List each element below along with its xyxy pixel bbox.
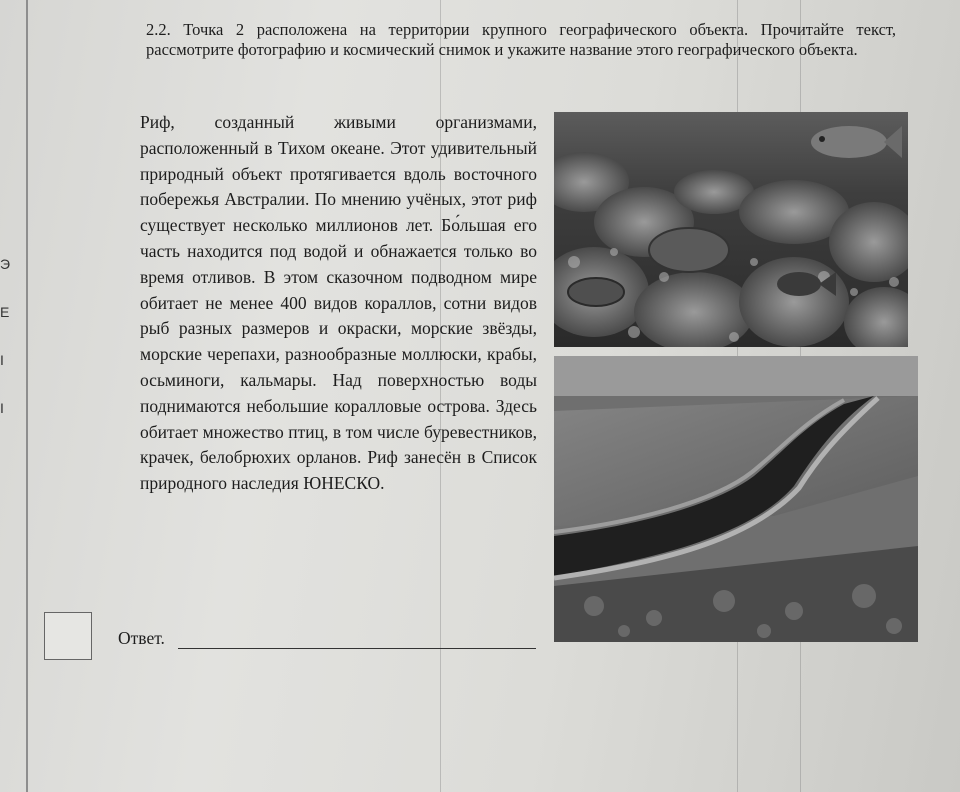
reef-photo-image	[554, 112, 908, 347]
answer-label: Ответ.	[118, 628, 165, 648]
cropped-left-edge-text	[0, 250, 10, 422]
answer-input-line[interactable]	[178, 648, 536, 649]
underwater-reef-photo	[554, 112, 908, 347]
edge-glyph: Э	[0, 256, 11, 272]
edge-glyph: Ι	[0, 400, 4, 416]
answer-checkbox[interactable]	[44, 612, 92, 660]
edge-glyph: E	[0, 304, 10, 320]
satellite-reef-image	[554, 356, 918, 642]
satellite-image	[554, 356, 918, 642]
task-statement: 2.2. Точка 2 расположена на территории крупного географического объекта. Прочитайте текст, рассмотрите фотографию и космический снимок и укажите название этого географического объекта.	[146, 20, 896, 59]
page-margin-line	[26, 0, 28, 792]
reef-description: Риф, созданный живыми организмами, расположенный в Тихом океане. Этот удивительный природный объект протягивается вдоль восточного побережья Австралии. По мнению учёных, этот риф существует несколько миллионов лет. Бо́льшая его часть находится под водой и обнажается только во время отливов. В этом сказочном подводном мире обитает не менее 400 видов кораллов, сотни видов рыб разных размеров и окраски, морские звёзды, морские черепахи, разнообразные моллюски, крабы, осьминоги, кальмары. Над поверхностью воды поднимаются небольшие коралловые острова. Здесь обитает множество птиц, в том числе буревестников, крачек, белобрюхих орланов. Риф занесён в Список природного наследия ЮНЕСКО.	[140, 112, 537, 494]
edge-glyph: Ι	[0, 352, 4, 368]
